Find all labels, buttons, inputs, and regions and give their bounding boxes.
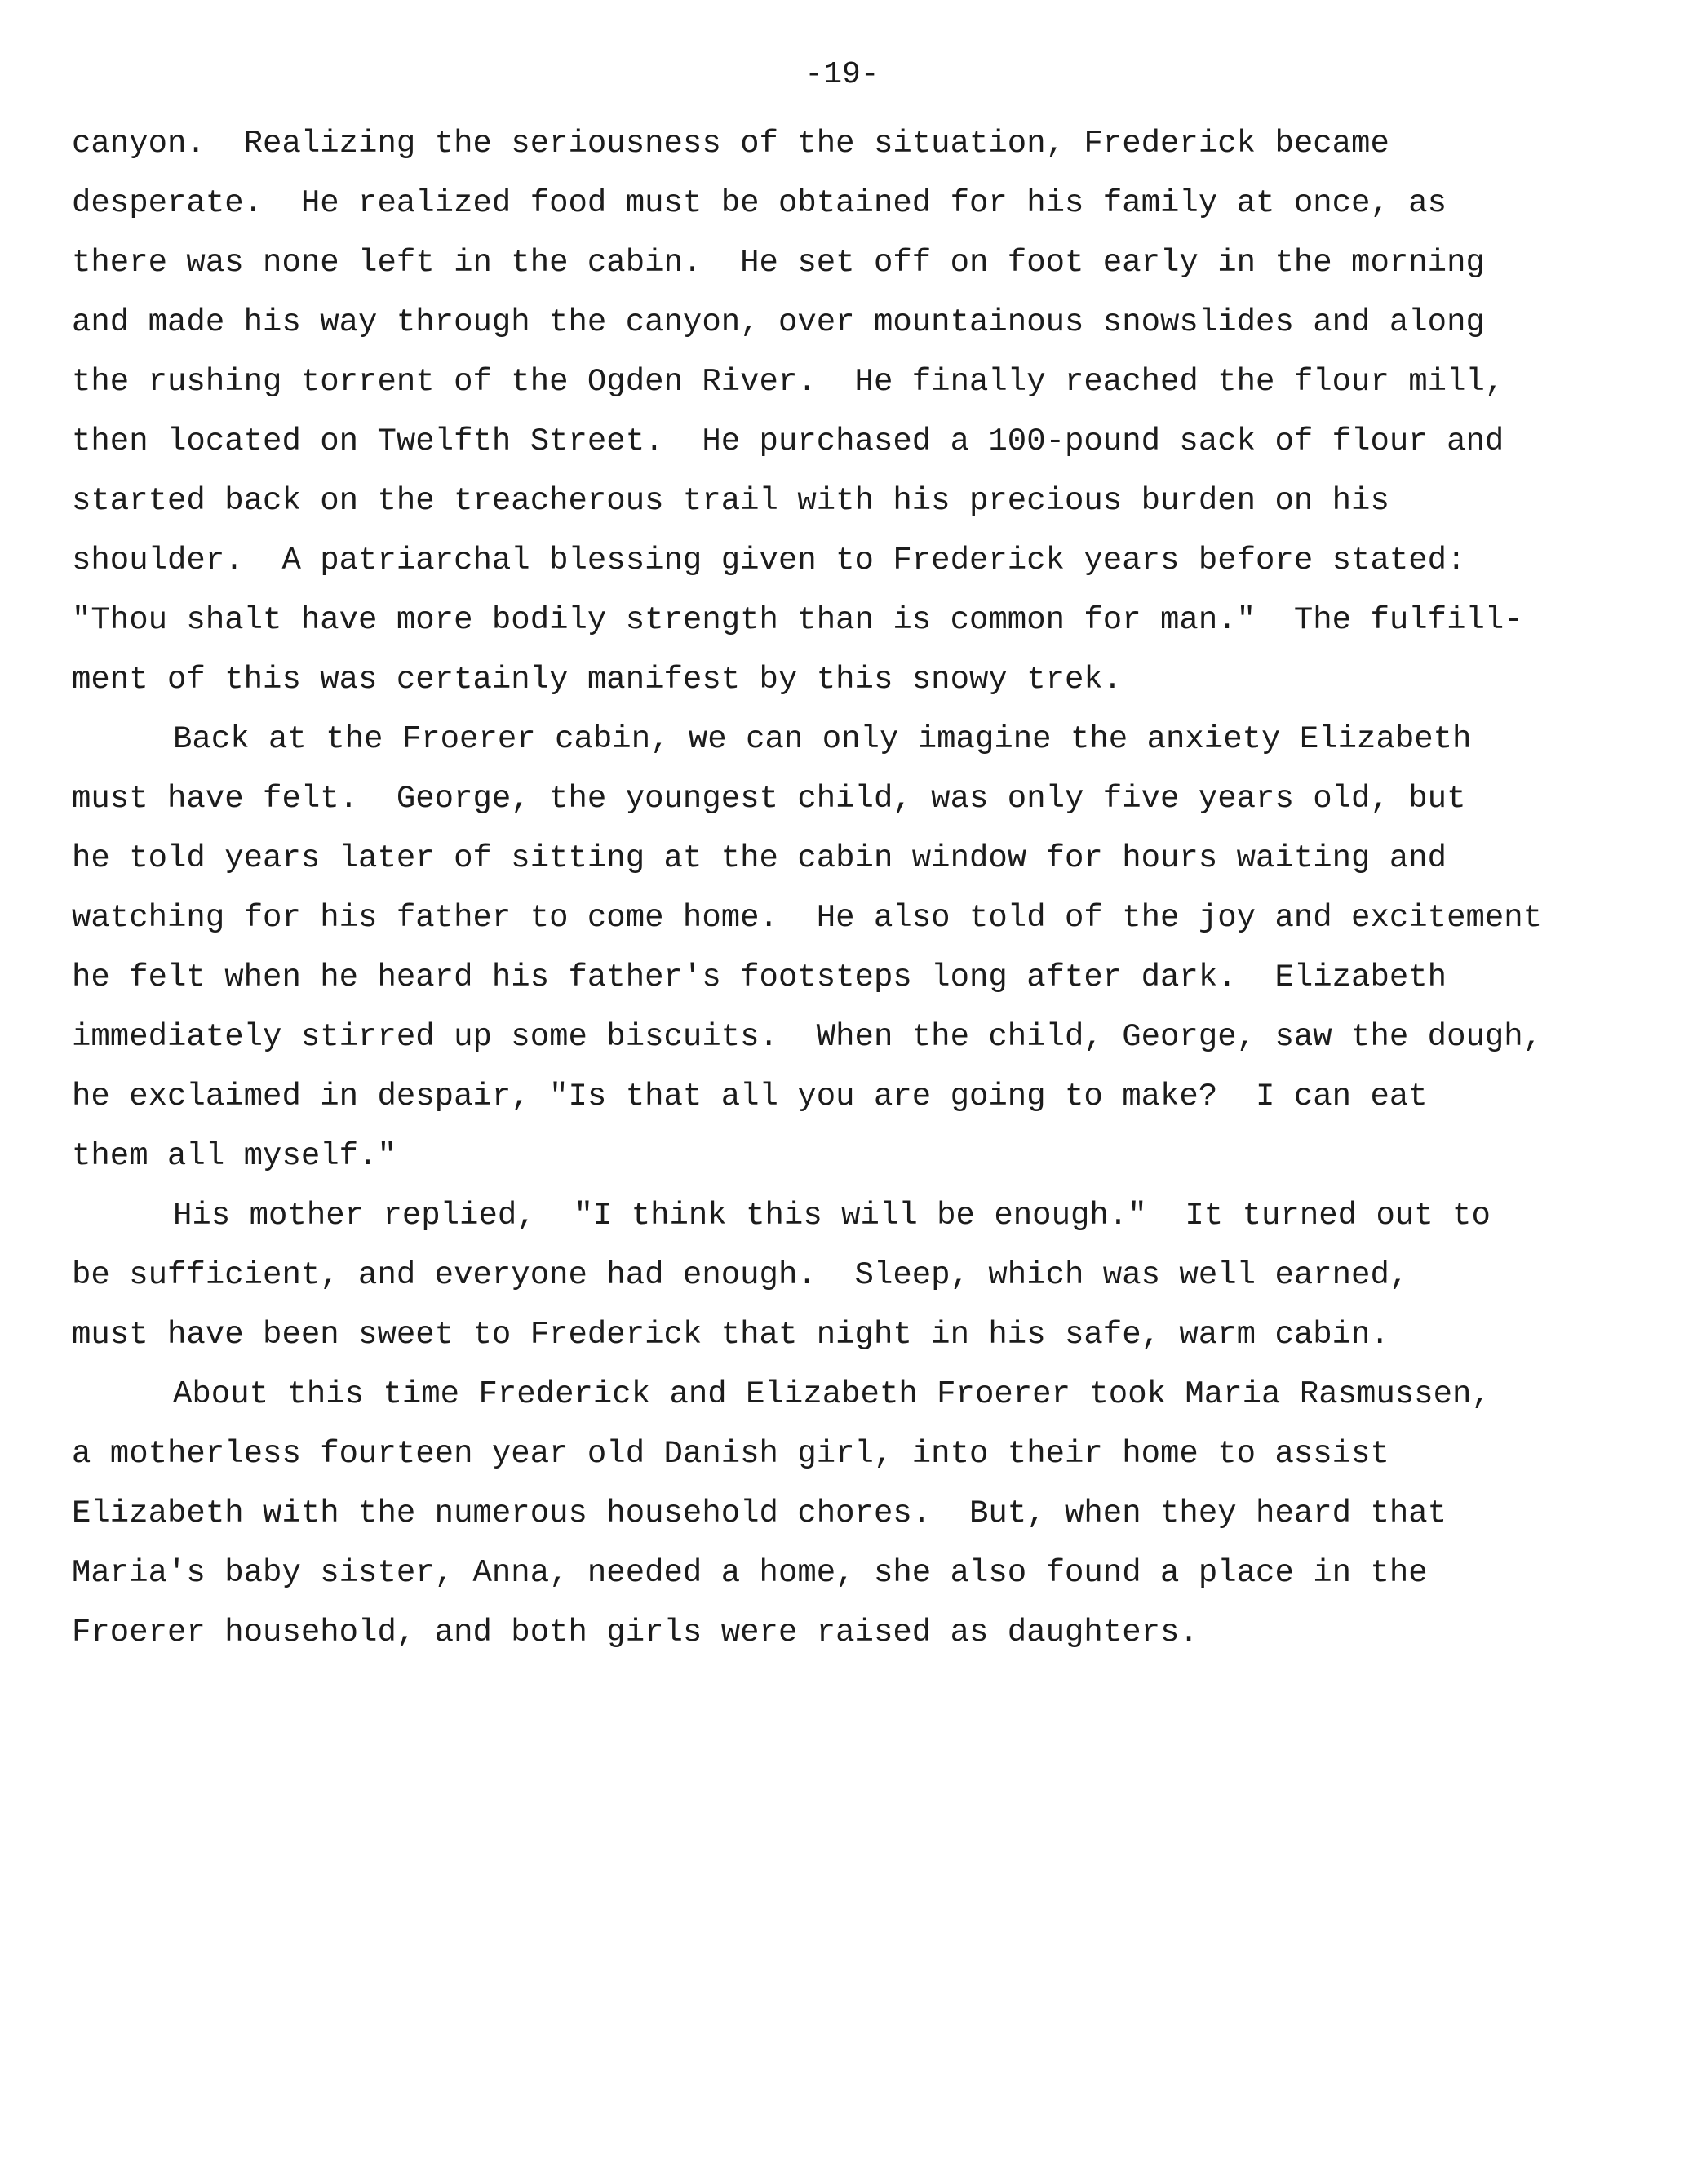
text-line: desperate. He realized food must be obtained for his family at once, as bbox=[72, 185, 1447, 221]
text-line: them all myself." bbox=[72, 1138, 397, 1174]
text-line: shoulder. A patriarchal blessing given to Frederick years before stated: bbox=[72, 543, 1466, 578]
text-line: His mother replied, "I think this will be enough." It turned out to bbox=[173, 1198, 1491, 1234]
text-line: canyon. Realizing the seriousness of the situation, Frederick became bbox=[72, 126, 1389, 162]
text-line: there was none left in the cabin. He set off on foot early in the morning bbox=[72, 245, 1485, 281]
text-line: he felt when he heard his father's footsteps long after dark. Elizabeth bbox=[72, 959, 1447, 995]
text-line: a motherless fourteen year old Danish girl, into their home to assist bbox=[72, 1436, 1389, 1472]
text-line: must have felt. George, the youngest child, was only five years old, but bbox=[72, 781, 1466, 817]
text-line: the rushing torrent of the Ogden River. He finally reached the flour mill, bbox=[72, 364, 1505, 400]
text-line: "Thou shalt have more bodily strength than is common for man." The fulfill- bbox=[72, 602, 1523, 638]
text-line: Maria's baby sister, Anna, needed a home, she also found a place in the bbox=[72, 1555, 1428, 1591]
text-line: he exclaimed in despair, "Is that all you are going to make? I can eat bbox=[72, 1079, 1428, 1114]
text-line: immediately stirred up some biscuits. When the child, George, saw the dough, bbox=[72, 1019, 1543, 1055]
page-number: -19- bbox=[804, 57, 880, 92]
text-line: started back on the treacherous trail with his precious burden on his bbox=[72, 483, 1389, 519]
text-line: Elizabeth with the numerous household chores. But, when they heard that bbox=[72, 1495, 1447, 1531]
text-line: About this time Frederick and Elizabeth Froerer took Maria Rasmussen, bbox=[173, 1376, 1491, 1412]
text-line: Froerer household, and both girls were raised as daughters. bbox=[72, 1615, 1199, 1650]
text-line: be sufficient, and everyone had enough. Sleep, which was well earned, bbox=[72, 1257, 1409, 1293]
text-line: he told years later of sitting at the cabin window for hours waiting and bbox=[72, 840, 1447, 876]
text-line: watching for his father to come home. He also told of the joy and excitement bbox=[72, 900, 1543, 936]
text-line: Back at the Froerer cabin, we can only imagine the anxiety Elizabeth bbox=[173, 721, 1472, 757]
text-line: ment of this was certainly manifest by this snowy trek. bbox=[72, 662, 1123, 698]
text-line: then located on Twelfth Street. He purchased a 100-pound sack of flour and bbox=[72, 423, 1505, 459]
text-line: must have been sweet to Frederick that night in his safe, warm cabin. bbox=[72, 1317, 1389, 1353]
body-text bbox=[72, 114, 1671, 1663]
text-line: and made his way through the canyon, over mountainous snowslides and along bbox=[72, 304, 1485, 340]
